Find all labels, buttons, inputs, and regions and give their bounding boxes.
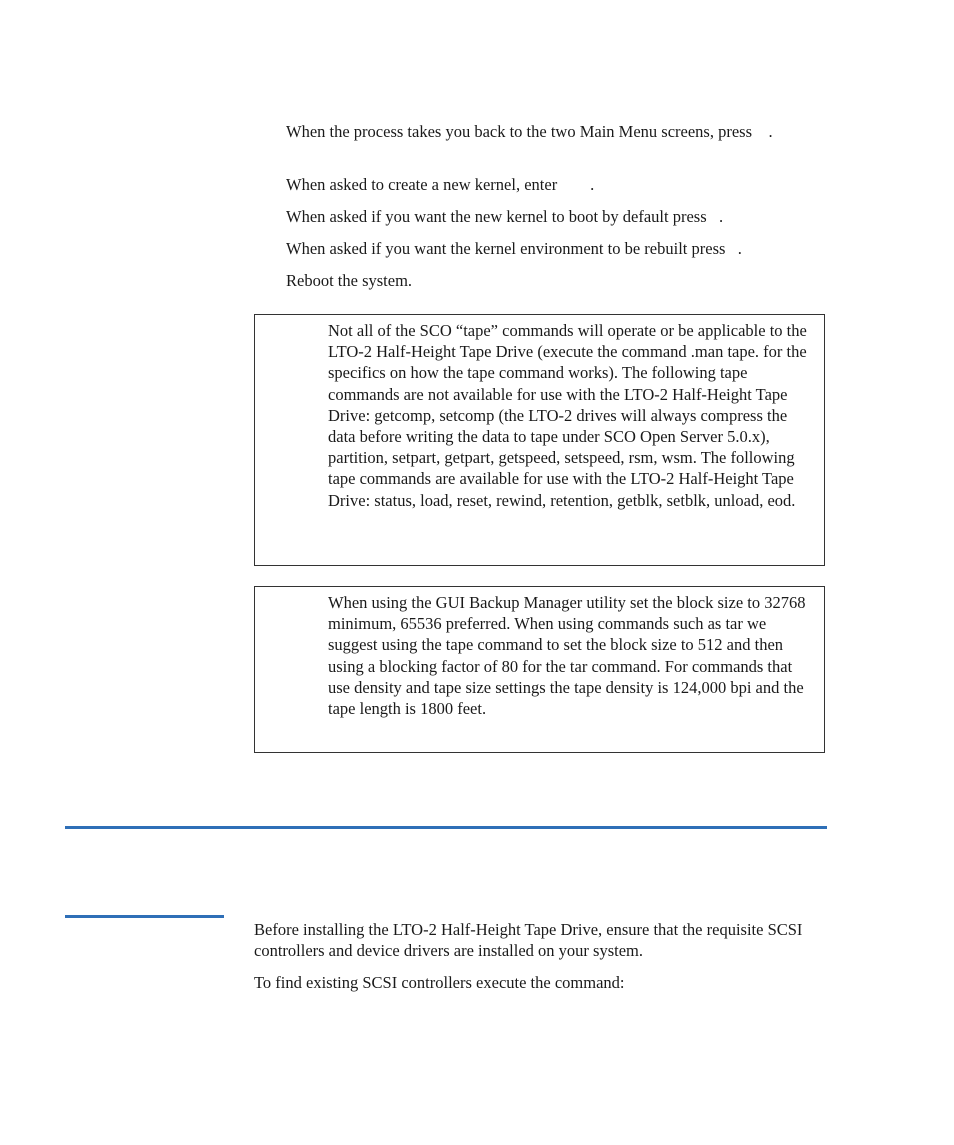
section-divider xyxy=(65,826,827,829)
body-paragraph-find-controllers: To find existing SCSI controllers execute the command: xyxy=(254,973,625,992)
body-paragraph-prerequisites: Before installing the LTO-2 Half-Height Tape Drive, ensure that the requisite SCSI controllers and device drivers are installed on your system. xyxy=(254,920,803,960)
step-reboot: Reboot the system. xyxy=(286,271,413,290)
note-text-block-size: When using the GUI Backup Manager utility set the block size to 32768 minimum, 65536 preferred. When using commands such as tar we suggest using the tape command to set the block size to 512 and then using a blocking factor of 80 for the tar command. For commands that use density and tape size settings the tape density is 124,000 bpi and the tape length is 1800 feet. xyxy=(328,593,806,719)
step-create-kernel: When asked to create a new kernel, enter . xyxy=(286,175,595,194)
step-main-menu: When the process takes you back to the two Main Menu screens, press . xyxy=(286,122,773,141)
step-rebuild-environment: When asked if you want the kernel environment to be rebuilt press . xyxy=(286,239,742,258)
step-boot-default: When asked if you want the new kernel to boot by default press . xyxy=(286,207,724,226)
note-box-block-size xyxy=(254,586,825,753)
subsection-divider xyxy=(65,915,224,918)
note-text-tape-commands: Not all of the SCO “tape” commands will operate or be applicable to the LTO-2 Half-Height Tape Drive (execute the command .man tape. for the specifics on how the tape command works). The following tape commands are not available for use with the LTO-2 Half-Height Tape Drive: getcomp, setcomp (the LTO-2 drives will always compress the data before writing the data to tape under SCO Open Server 5.0.x), partition, setpart, getpart, getspeed, setspeed, rsm, wsm. The following tape commands are available for use with the LTO-2 Half-Height Tape Drive: status, load, reset, rewind, retention, getblk, setblk, unload, eod. xyxy=(328,321,807,510)
note-box-tape-commands xyxy=(254,314,825,566)
